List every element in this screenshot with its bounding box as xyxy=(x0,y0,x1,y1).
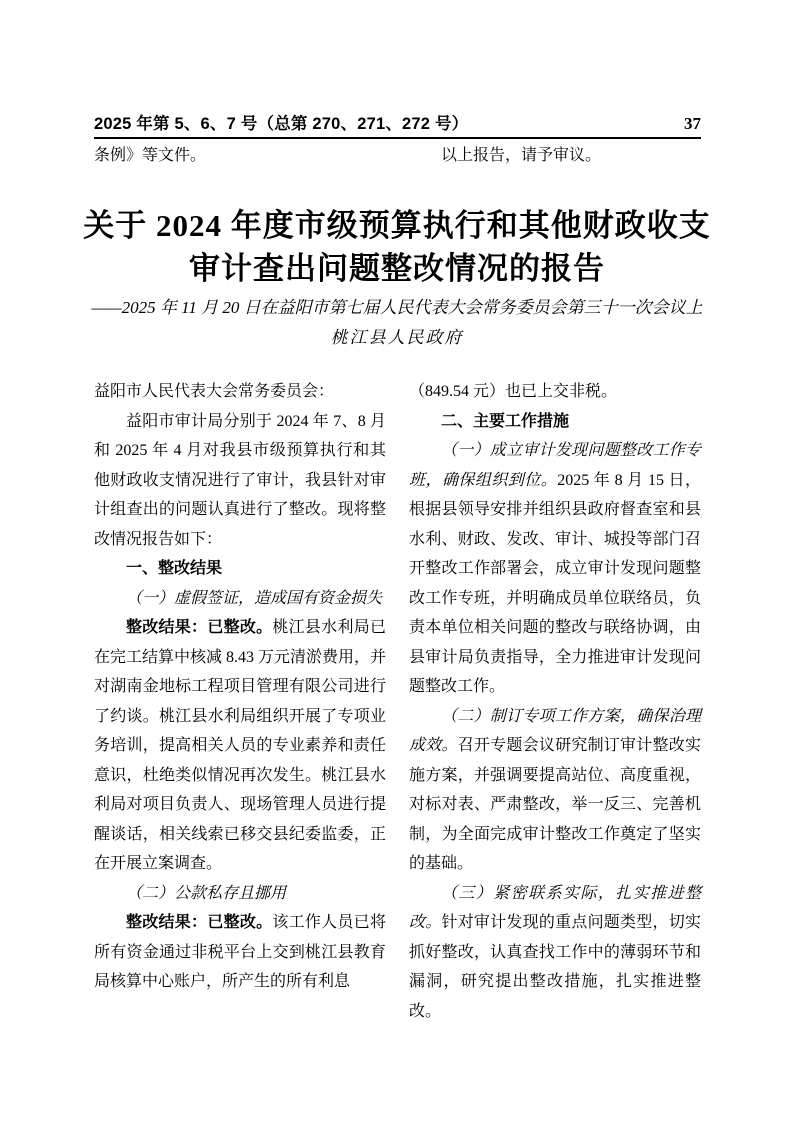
text-run-kai: （二）公款私存且挪用 xyxy=(126,884,287,902)
paragraph xyxy=(94,554,386,584)
text-run-song: 桃江县水利局已在完工结算中核减 8.43 万元清淤费用，并对湖南金地标工程项目管理有限公司进行了约谈。桃江县水利局组织开展了专项业务培训，提高相关人员的专业素养和责任意识，杜绝类似情况再次发生。桃江县水利局对项目负责人、现场管理人员进行提醒谈话，相关线索已移交县纪委监委，正在开展立案调查。 xyxy=(94,619,387,872)
text-run-hei: 一、整改结果 xyxy=(126,560,223,577)
body-columns xyxy=(94,377,701,1026)
report-title-line1: 关于 2024 年度市级预算执行和其他财政收支 xyxy=(83,208,711,243)
text-run-song: 益阳市审计局分别于 2024 年 7、8 月和 2025 年 4 月对我县市级预算执行和其他财政收支情况进行了审计，我县针对审计组查出的问题认真进行了整改。现将整改情况报告如下： xyxy=(94,412,386,548)
page-header xyxy=(94,110,701,139)
paragraph xyxy=(94,584,386,614)
paragraph xyxy=(94,613,386,879)
text-run-hei: 二、主要工作措施 xyxy=(441,412,570,430)
paragraph xyxy=(94,377,386,407)
page-number: 37 xyxy=(684,114,701,133)
paragraph xyxy=(94,908,386,997)
text-run-kai: （二）制订专项工作方案，确保治理成效。 xyxy=(409,707,701,754)
text-run-song: 该工作人员已将所有资金通过非税平台上交到桃江县教育局核算中心账户，所产生的所有利息 xyxy=(94,914,386,990)
text-run-song: 针对审计发现的重点问题类型，切实抓好整改，认真查找工作中的薄弱环节和漏洞，研究提出整改措施，扎实推进整改。 xyxy=(409,914,701,1020)
text-run-kai: （三）紧密联系实际，扎实推进整改。 xyxy=(409,884,701,931)
carryover-right-text: 以上报告，请予审议。 xyxy=(441,147,602,164)
paragraph xyxy=(409,407,701,437)
body-left-column xyxy=(94,377,386,1026)
text-run-kai: （一）成立审计发现问题整改工作专班，确保组织到位。 xyxy=(409,442,701,489)
paragraph xyxy=(94,407,386,555)
carryover-left-text: 条例》等文件。 xyxy=(94,147,207,164)
report-subtitle: ——2025 年 11 月 20 日在益阳市第七届人民代表大会常务委员会第三十一次会议上 xyxy=(91,298,703,317)
report-author: 桃江县人民政府 xyxy=(330,328,464,347)
text-run-song: 2025 年 8 月 15 日，根据县领导安排并组织县政府督查室和县水利、财政、发改、审计、城投等部门召开整改工作部署会，成立审计发现问题整改工作专班，并明确成员单位联络员，负责本单位相关问题的整改与联络协调，由县审计局负责指导，全力推进审计发现问题整改工作。 xyxy=(409,471,701,695)
text-run-song: 益阳市人民代表大会常务委员会： xyxy=(94,383,335,400)
body-right-column xyxy=(409,377,701,1026)
text-run-song: 召开专题会议研究制订审计整改实施方案，并强调要提高站位、高度重视，对标对表、严肃整改，举一反三、完善机制，为全面完成审计整改工作奠定了坚实的基础。 xyxy=(409,737,701,872)
paragraph xyxy=(94,879,386,909)
paragraph xyxy=(409,702,701,879)
carryover-text-row xyxy=(94,144,701,168)
paragraph xyxy=(409,879,701,1027)
report-title-line2: 审计查出问题整改情况的报告 xyxy=(189,251,605,286)
text-run-song: （849.54 元）也已上交非税。 xyxy=(409,383,618,400)
text-run-hei: 整改结果：已整改。 xyxy=(126,619,273,636)
report-title xyxy=(0,204,794,290)
text-run-hei: 整改结果：已整改。 xyxy=(126,914,273,931)
text-run-kai: （一）虚假签证，造成国有资金损失 xyxy=(126,589,383,607)
paragraph xyxy=(409,377,701,407)
issue-number: 2025 年第 5、6、7 号（总第 270、271、272 号） xyxy=(94,115,469,133)
paragraph xyxy=(409,436,701,702)
